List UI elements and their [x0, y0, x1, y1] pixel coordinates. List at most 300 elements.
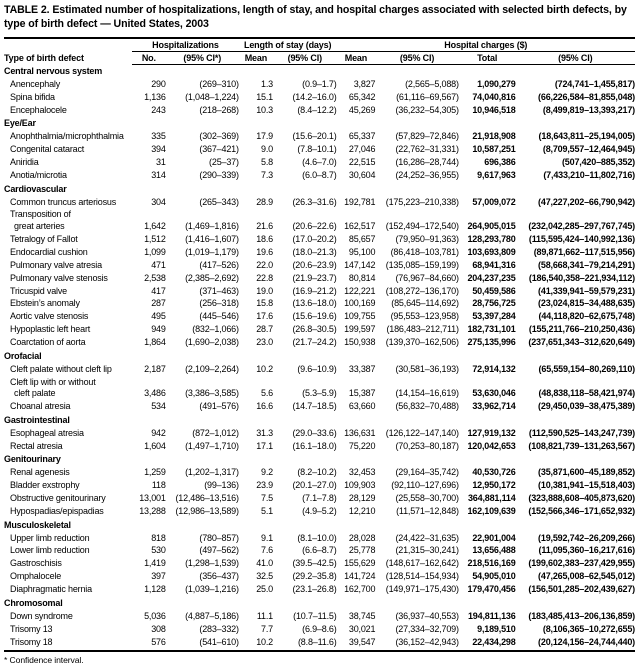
cell-c-ci2: (6.9–8.6)	[302, 623, 337, 634]
table-row	[4, 233, 635, 246]
cell-c-mean2: 122,221	[344, 285, 376, 296]
cell-c-mean2: 28,129	[348, 493, 376, 504]
defect-label: Cleft lip with or without cleft palate	[10, 376, 96, 399]
cell-c-total: 22,901,004	[472, 532, 516, 543]
cell-c-ci3: (11,571–12,848)	[396, 505, 459, 516]
cell-c-ci3: (57,829–72,846)	[395, 131, 459, 142]
cell-c-ci1: (2,109–2,264)	[185, 363, 239, 374]
table-row	[4, 636, 635, 651]
defect-label: Encephalocele	[10, 104, 67, 115]
section-name: Musculoskeletal	[4, 519, 71, 530]
table-row	[4, 532, 635, 545]
cell-c-ci3: (86,418–103,781)	[390, 246, 459, 257]
cell-c-ci4: (199,602,383–237,429,955)	[528, 558, 635, 569]
cell-c-no: 1,099	[144, 246, 166, 257]
column-header-los-mean: Mean	[239, 51, 273, 64]
cell-c-ci1: (302–369)	[199, 131, 239, 142]
cell-c-no: 1,259	[144, 467, 166, 478]
cell-c-no: 394	[151, 144, 166, 155]
cell-c-mean2: 100,169	[344, 298, 376, 309]
group-header-hospitalizations: Hospitalizations	[132, 38, 239, 52]
cell-c-mean2: 141,724	[344, 571, 376, 582]
cell-c-ci4: (7,433,210–11,802,716)	[543, 169, 635, 180]
cell-c-ci2: (10.7–11.5)	[293, 610, 337, 621]
cell-c-total: 33,962,714	[472, 401, 516, 412]
defect-label: Common truncus arteriosus	[10, 196, 117, 207]
cell-c-ci4: (11,095,360–16,217,616)	[538, 545, 635, 556]
cell-c-mean2: 85,657	[348, 234, 376, 245]
cell-c-no: 942	[151, 427, 166, 438]
table-row	[4, 440, 635, 453]
group-header-row	[4, 38, 635, 52]
cell-c-mean1: 17.9	[256, 131, 273, 142]
cell-c-ci4: (186,540,358–221,934,112)	[528, 272, 635, 283]
cell-c-total: 182,731,101	[467, 324, 516, 335]
cell-c-mean1: 25.0	[256, 584, 273, 595]
cell-c-ci1: (99–136)	[204, 480, 239, 491]
section-name: Eye/Ear	[4, 118, 36, 129]
cell-c-ci3: (148,617–162,642)	[385, 558, 459, 569]
section-name: Orofacial	[4, 350, 42, 361]
cell-c-ci1: (371–463)	[199, 285, 239, 296]
cell-c-ci4: (18,643,811–25,194,005)	[538, 131, 635, 142]
cell-c-total: 40,530,726	[472, 467, 516, 478]
cell-c-ci2: (8.2–10.2)	[297, 467, 337, 478]
cell-c-ci1: (541–610)	[166, 636, 239, 651]
table-body	[4, 64, 635, 651]
birth-defects-table	[4, 37, 635, 653]
cell-c-total: 264,905,015	[467, 221, 516, 232]
cell-c-ci3: (186,483–212,711)	[386, 324, 459, 335]
section-name: Cardiovascular	[4, 183, 67, 194]
section-name: Genitourinary	[4, 454, 61, 465]
cell-c-mean1: 10.2	[256, 363, 273, 374]
defect-label: Endocardial cushion	[10, 246, 88, 257]
defect-label: Aniridia	[10, 157, 39, 168]
cell-c-no: 417	[151, 285, 166, 296]
cell-c-mean2: 147,142	[344, 259, 376, 270]
cell-c-total: 179,470,456	[467, 584, 516, 595]
defect-label: Choanal atresia	[10, 401, 71, 412]
cell-c-mean1: 10.2	[239, 636, 273, 651]
cell-c-ci3: (79,950–91,363)	[395, 234, 459, 245]
cell-c-total: 9,189,510	[477, 623, 516, 634]
cell-c-ci4: (65,559,154–80,269,110)	[538, 363, 635, 374]
cell-c-ci2: (8.8–11.6)	[273, 636, 337, 651]
cell-c-no: 314	[151, 169, 166, 180]
cell-c-ci3: (27,334–32,709)	[395, 623, 459, 634]
cell-c-total: 120,042,653	[467, 440, 516, 451]
cell-c-mean1: 16.6	[256, 401, 273, 412]
cell-c-no: 530	[151, 545, 166, 556]
cell-c-ci4: (232,042,285–297,767,745)	[528, 221, 635, 232]
table-title: TABLE 2. Estimated number of hospitalizations, length of stay, and hospital charges associated with selected birth defects, by type of birth defect — United States, 2003	[4, 4, 627, 30]
cell-c-mean1: 11.1	[256, 610, 273, 621]
table-row	[4, 104, 635, 117]
column-header-charges-total-ci: (95% CI)	[516, 51, 635, 64]
cell-c-ci2: (13.6–18.0)	[292, 298, 337, 309]
cell-c-no: 2,187	[144, 363, 166, 374]
cell-c-mean2: 65,342	[348, 91, 376, 102]
cell-c-ci1: (1,039–1,216)	[185, 584, 239, 595]
table-row	[4, 91, 635, 104]
cell-c-mean1: 7.3	[261, 169, 273, 180]
defect-label: Pulmonary valve stenosis	[10, 272, 108, 283]
cell-c-no: 818	[151, 532, 166, 543]
defect-label: Coarctation of aorta	[10, 337, 86, 348]
cell-c-ci4: (724,741–1,455,817)	[554, 78, 635, 89]
cell-c-mean2: 65,337	[348, 131, 376, 142]
cell-c-total: 194,811,136	[467, 610, 516, 621]
cell-c-no: 1,864	[144, 337, 166, 348]
cell-c-ci2: (21.7–24.2)	[292, 337, 337, 348]
cell-c-ci3: (175,223–210,338)	[385, 196, 459, 207]
cell-c-no: 13,001	[139, 493, 166, 504]
cell-c-total: 21,918,908	[472, 131, 516, 142]
cell-c-total: 1,090,279	[477, 78, 516, 89]
defect-label: Trisomy 18	[4, 636, 132, 651]
cell-c-no: 118	[151, 480, 166, 491]
cell-c-total: 9,617,963	[477, 169, 516, 180]
cell-c-mean2: 136,631	[344, 427, 376, 438]
cell-c-ci4: (66,226,584–81,855,048)	[538, 91, 635, 102]
cell-c-ci1: (12,986–13,589)	[175, 505, 239, 516]
table-row	[4, 272, 635, 285]
cell-c-mean2: 3,827	[353, 78, 376, 89]
cell-c-ci2: (14.7–18.5)	[292, 401, 337, 412]
cell-c-no: 287	[151, 298, 166, 309]
defect-label: Tetralogy of Fallot	[10, 234, 78, 245]
cell-c-ci3: (36,232–54,305)	[395, 104, 459, 115]
cell-c-ci3: (14,154–16,619)	[395, 388, 459, 399]
cell-c-mean1: 28.7	[256, 324, 273, 335]
cell-c-total: 57,009,072	[472, 196, 516, 207]
section-name: Chromosomal	[4, 597, 63, 608]
cell-c-ci1: (12,486–13,516)	[175, 493, 239, 504]
cell-c-ci1: (780–857)	[199, 532, 239, 543]
column-header-charges-mean-ci: (95% CI)	[375, 51, 458, 64]
cell-c-mean2: 27,046	[348, 144, 376, 155]
table-row	[4, 584, 635, 597]
cell-c-ci3: (108,272–136,170)	[385, 285, 459, 296]
table-row	[4, 131, 635, 144]
cell-c-mean1: 32.5	[256, 571, 273, 582]
cell-c-ci3: (16,286–28,744)	[395, 157, 459, 168]
cell-c-no: 576	[132, 636, 166, 651]
table-row	[4, 545, 635, 558]
cell-c-total: 68,941,316	[472, 259, 516, 270]
cell-c-ci3: (70,253–80,187)	[395, 440, 459, 451]
defect-label: Down syndrome	[10, 610, 73, 621]
defect-label: Rectal atresia	[10, 440, 63, 451]
cell-c-ci3: (30,581–36,193)	[395, 363, 459, 374]
cell-c-ci1: (256–318)	[199, 298, 239, 309]
table-row	[4, 324, 635, 337]
cell-c-ci1: (290–339)	[199, 169, 239, 180]
defect-label: Esophageal atresia	[10, 427, 84, 438]
cell-c-mean1: 7.6	[261, 545, 273, 556]
cell-c-total: 127,919,132	[467, 427, 516, 438]
cell-c-mean1: 19.0	[256, 285, 273, 296]
table-row	[4, 467, 635, 480]
table-row	[4, 505, 635, 518]
table-row	[4, 298, 635, 311]
cell-c-ci3: (128,514–154,934)	[385, 571, 459, 582]
cell-c-mean1: 31.3	[256, 427, 273, 438]
defect-label: Cleft palate without cleft lip	[10, 363, 112, 374]
cell-c-ci2: (20.6–22.6)	[292, 221, 337, 232]
table-row	[4, 209, 635, 234]
table-row	[4, 558, 635, 571]
cell-c-ci3: (25,558–30,700)	[395, 493, 459, 504]
cell-c-ci2: (17.0–20.2)	[292, 234, 337, 245]
cell-c-mean1: 1.3	[261, 78, 273, 89]
cell-c-ci2: (4.9–5.2)	[302, 505, 337, 516]
cell-c-mean1: 15.8	[256, 298, 273, 309]
cell-c-ci2: (23.1–26.8)	[292, 584, 337, 595]
cell-c-total: 28,756,725	[472, 298, 516, 309]
defect-label: Spina bifida	[10, 91, 55, 102]
table-row	[4, 169, 635, 182]
cell-c-total: 10,587,251	[472, 144, 516, 155]
cell-c-mean1: 15.1	[256, 91, 273, 102]
cell-c-ci1: (1,469–1,816)	[185, 221, 239, 232]
cell-c-no: 397	[151, 571, 166, 582]
cell-c-ci3: (36,937–40,553)	[395, 610, 459, 621]
cell-c-ci2: (20.1–27.0)	[292, 480, 337, 491]
cell-c-ci4: (112,590,525–143,247,739)	[528, 427, 635, 438]
defect-label: Gastroschisis	[10, 558, 62, 569]
cell-c-total: 53,397,284	[472, 311, 516, 322]
defect-label: Ebstein’s anomaly	[10, 298, 80, 309]
cell-c-ci4: (8,499,819–13,393,217)	[542, 104, 635, 115]
cell-c-ci2: (8.1–10.0)	[297, 532, 337, 543]
cell-c-mean2: 109,755	[344, 311, 376, 322]
cell-c-mean1: 9.0	[261, 144, 273, 155]
cell-c-ci2: (26.3–31.6)	[292, 196, 337, 207]
cell-c-mean2: 15,387	[348, 388, 376, 399]
section-header-row	[4, 64, 635, 78]
cell-c-total: 54,905,010	[472, 571, 516, 582]
cell-c-ci2: (39.5–42.5)	[292, 558, 337, 569]
defect-label: Pulmonary valve atresia	[10, 259, 102, 270]
cell-c-mean1: 7.5	[261, 493, 273, 504]
cell-c-ci3: (61,116–69,567)	[396, 91, 459, 102]
cell-c-total: 13,656,488	[472, 545, 516, 556]
cell-c-ci4: (47,265,008–62,545,012)	[538, 571, 635, 582]
cell-c-ci2: (18.0–21.3)	[292, 246, 337, 257]
cell-c-total: 162,109,639	[467, 505, 516, 516]
cell-c-mean1: 17.1	[256, 440, 273, 451]
cell-c-ci1: (1,298–1,539)	[185, 558, 239, 569]
cell-c-ci4: (507,420–885,352)	[561, 157, 635, 168]
cell-c-ci1: (367–421)	[199, 144, 239, 155]
cell-c-ci4: (19,592,742–26,209,266)	[538, 532, 635, 543]
cell-c-total: 12,950,172	[472, 480, 516, 491]
cell-c-mean1: 5.1	[261, 505, 273, 516]
cell-c-ci4: (35,871,600–45,189,852)	[538, 467, 635, 478]
cell-c-total: 696,386	[484, 157, 516, 168]
cell-c-ci2: (7.1–7.8)	[302, 493, 337, 504]
group-header-hospital-charges: Hospital charges ($)	[337, 38, 635, 52]
cell-c-mean2: 95,100	[348, 246, 376, 257]
cell-c-no: 243	[151, 104, 166, 115]
cell-c-no: 1,604	[144, 440, 166, 451]
table-row	[4, 610, 635, 623]
cell-c-ci2: (29.2–35.8)	[292, 571, 337, 582]
cell-c-mean1: 17.6	[256, 311, 273, 322]
cell-c-mean2: 75,220	[348, 440, 376, 451]
section-name: Gastrointestinal	[4, 414, 70, 425]
cell-c-no: 1,128	[144, 584, 166, 595]
cell-c-ci1: (4,887–5,186)	[185, 610, 239, 621]
cell-c-ci4: (44,118,820–62,675,748)	[538, 311, 635, 322]
defect-label: Renal agenesis	[10, 467, 70, 478]
cell-c-ci2: (15.6–19.6)	[292, 311, 337, 322]
column-header-type-of-birth-defect: Type of birth defect	[4, 38, 132, 65]
cell-c-ci3: (22,762–31,331)	[395, 144, 459, 155]
table-row	[4, 78, 635, 91]
column-header-hosp-ci: (95% CI*)	[166, 51, 239, 64]
cell-c-ci3: (149,971–175,430)	[385, 584, 459, 595]
cell-c-total: 103,693,809	[467, 246, 516, 257]
table-row	[4, 156, 635, 169]
cell-c-mean1: 9.2	[261, 467, 273, 478]
cell-c-no: 3,486	[144, 388, 166, 399]
cell-c-no: 31	[156, 157, 166, 168]
cell-c-no: 534	[151, 401, 166, 412]
cell-c-ci2: (6.6–8.7)	[302, 545, 337, 556]
defect-label: Transposition of great arteries	[10, 209, 71, 232]
cell-c-ci4: (20,124,156–24,744,440)	[516, 636, 635, 651]
cell-c-ci3: (24,252–36,955)	[395, 169, 459, 180]
cell-c-ci4: (89,871,662–117,515,956)	[533, 246, 635, 257]
defect-label: Anophthalmia/microphthalmia	[10, 131, 124, 142]
cell-c-ci3: (139,370–162,506)	[385, 337, 459, 348]
cell-c-ci2: (5.3–5.9)	[302, 388, 337, 399]
cell-c-mean2: 150,938	[344, 337, 376, 348]
cell-c-ci1: (1,416–1,607)	[185, 234, 239, 245]
cell-c-ci2: (29.0–33.6)	[292, 427, 337, 438]
cell-c-ci2: (15.6–20.1)	[292, 131, 337, 142]
cell-c-ci3: (92,110–127,696)	[391, 480, 459, 491]
cell-c-total: 128,293,780	[467, 234, 516, 245]
cell-c-total: 50,459,586	[472, 285, 516, 296]
section-header-row	[4, 182, 635, 196]
defect-label: Anencephaly	[10, 78, 61, 89]
cell-c-no: 304	[151, 196, 166, 207]
cell-c-mean2: 155,629	[344, 558, 376, 569]
table-header	[4, 38, 635, 65]
cell-c-mean2: 109,903	[344, 480, 376, 491]
cell-c-mean2: 33,387	[348, 363, 376, 374]
defect-label: Lower limb reduction	[10, 545, 90, 556]
defect-label: Omphalocele	[10, 571, 62, 582]
table-row	[4, 427, 635, 440]
cell-c-mean1: 7.7	[261, 623, 273, 634]
cell-c-ci1: (1,202–1,317)	[185, 467, 239, 478]
cell-c-ci1: (25–37)	[209, 157, 239, 168]
section-header-row	[4, 413, 635, 427]
cell-c-mean1: 18.6	[256, 234, 273, 245]
cell-c-ci2: (26.8–30.5)	[292, 324, 337, 335]
cell-c-total: 275,135,996	[467, 337, 516, 348]
table-row	[4, 144, 635, 157]
cell-c-ci3: (29,164–35,742)	[395, 467, 459, 478]
cell-c-ci4: (8,709,557–12,464,945)	[542, 144, 635, 155]
cell-c-ci2: (16.1–18.0)	[292, 440, 337, 451]
cell-c-ci4: (115,595,424–140,992,136)	[528, 234, 635, 245]
cell-c-ci3: (152,494–172,540)	[385, 221, 459, 232]
cell-c-ci1: (283–332)	[199, 623, 239, 634]
defect-label: Obstructive genitourinary	[10, 493, 106, 504]
cell-c-ci2: (16.9–21.2)	[292, 285, 337, 296]
cell-c-mean2: 12,210	[348, 505, 376, 516]
cell-c-no: 949	[151, 324, 166, 335]
cell-c-ci3: (126,122–147,140)	[385, 427, 459, 438]
defect-label: Trisomy 13	[10, 623, 53, 634]
section-header-row	[4, 596, 635, 610]
cell-c-mean2: 28,028	[348, 532, 376, 543]
defect-label: Upper limb reduction	[10, 532, 90, 543]
cell-c-no: 495	[151, 311, 166, 322]
cell-c-ci3: (135,085–159,199)	[385, 259, 459, 270]
table-row	[4, 259, 635, 272]
defect-label: Anotia/microtia	[10, 169, 67, 180]
cell-c-mean1: 28.9	[256, 196, 273, 207]
table-row	[4, 311, 635, 324]
cell-c-total: 74,040,816	[472, 91, 516, 102]
section-header-row	[4, 518, 635, 532]
section-header-row	[4, 453, 635, 467]
group-header-length-of-stay: Length of stay (days)	[239, 38, 337, 52]
defect-label: Tricuspid valve	[10, 285, 67, 296]
cell-c-mean2: 162,700	[344, 584, 376, 595]
table-row	[4, 401, 635, 414]
cell-c-ci4: (58,668,341–79,214,291)	[538, 259, 635, 270]
cell-c-no: 2,538	[144, 272, 166, 283]
cell-c-ci4: (155,211,766–210,250,436)	[528, 324, 635, 335]
cell-c-ci4: (41,339,941–59,579,231)	[538, 285, 635, 296]
cell-c-mean1: 19.6	[256, 246, 273, 257]
cell-c-ci2: (21.9–23.7)	[292, 272, 337, 283]
defect-label: Congenital cataract	[10, 144, 85, 155]
cell-c-ci1: (1,019–1,179)	[185, 246, 239, 257]
cell-c-ci3: (85,645–114,692)	[391, 298, 459, 309]
table-row	[4, 336, 635, 349]
cell-c-ci1: (1,497–1,710)	[185, 440, 239, 451]
cell-c-mean2: 22,515	[348, 157, 376, 168]
table-row	[4, 492, 635, 505]
table-row	[4, 571, 635, 584]
cell-c-mean1: 22.8	[256, 272, 273, 283]
cell-c-mean2: 199,597	[344, 324, 376, 335]
cell-c-ci4: (183,485,413–206,136,859)	[528, 610, 635, 621]
table-row	[4, 480, 635, 493]
cell-c-total: 22,434,298	[459, 636, 516, 651]
cell-c-ci4: (152,566,346–171,652,932)	[528, 505, 635, 516]
section-name: Central nervous system	[4, 66, 103, 77]
cell-c-mean1: 21.6	[256, 221, 273, 232]
cell-c-ci1: (417–526)	[199, 259, 239, 270]
cell-c-ci4: (323,888,608–405,873,620)	[528, 493, 635, 504]
cell-c-ci2: (7.8–10.1)	[297, 144, 337, 155]
cell-c-ci1: (265–343)	[199, 196, 239, 207]
cell-c-mean2: 30,604	[348, 169, 376, 180]
section-header-row	[4, 349, 635, 363]
cell-c-ci1: (497–562)	[199, 545, 239, 556]
cell-c-ci4: (29,450,039–38,475,389)	[538, 401, 635, 412]
